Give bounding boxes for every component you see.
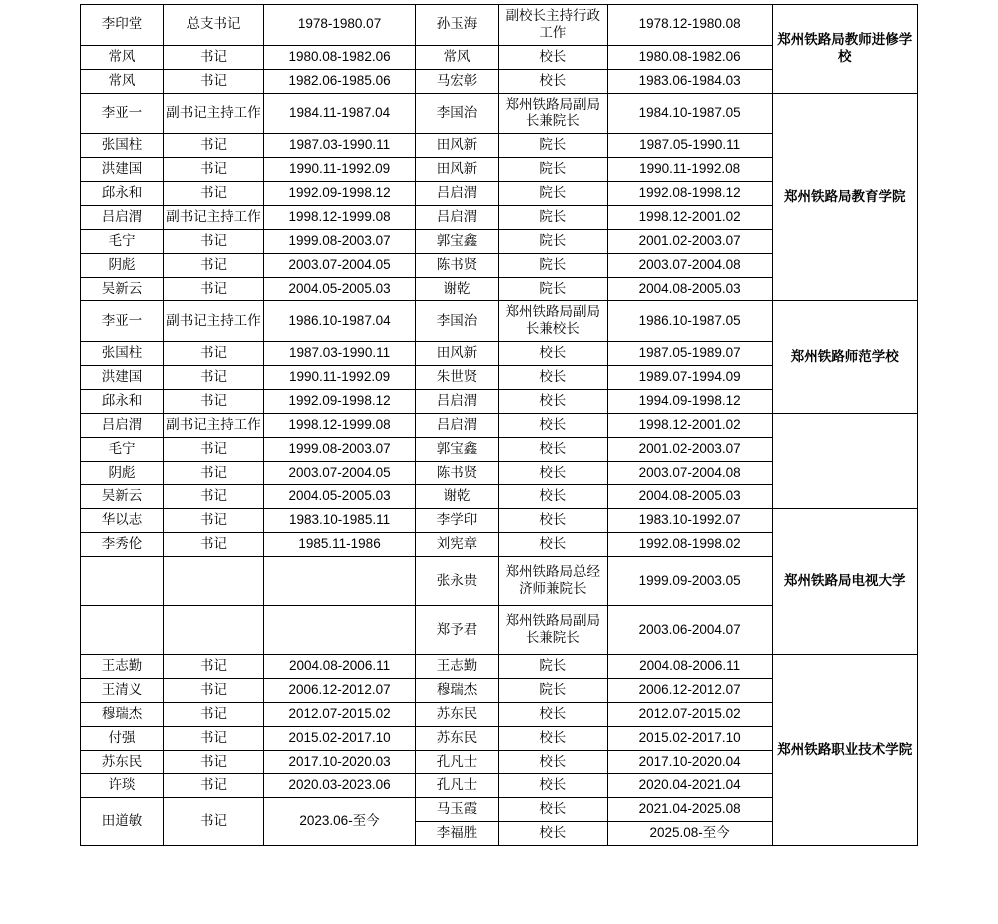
cell-post2: 郑州铁路局副局长兼院长	[498, 93, 607, 134]
cell-post2: 院长	[498, 277, 607, 301]
cell-post1: 书记	[163, 750, 263, 774]
cell-post1: 副书记主持工作	[163, 93, 263, 134]
cell-name2: 刘宪章	[415, 533, 498, 557]
table-row	[81, 413, 918, 437]
cell-term2: 1992.08-1998.02	[607, 533, 772, 557]
cell-term1: 1983.10-1985.11	[264, 509, 416, 533]
cell-term1: 1987.03-1990.11	[264, 342, 416, 366]
cell-post2: 校长	[498, 509, 607, 533]
cell-term2: 2025.08-至今	[607, 822, 772, 846]
cell-name1: 常风	[81, 45, 164, 69]
cell-term2: 2021.04-2025.08	[607, 798, 772, 822]
cell-name2: 田风新	[415, 158, 498, 182]
cell-name1: 李亚一	[81, 93, 164, 134]
cell-term1: 2004.05-2005.03	[264, 277, 416, 301]
cell-name2: 孔凡士	[415, 774, 498, 798]
cell-post1: 书记	[163, 182, 263, 206]
cell-post1: 书记	[163, 461, 263, 485]
cell-name1: 王志勤	[81, 655, 164, 679]
cell-post1: 书记	[163, 366, 263, 390]
cell-post2: 院长	[498, 158, 607, 182]
cell-name2: 常风	[415, 45, 498, 69]
cell-post2: 校长	[498, 437, 607, 461]
cell-post2: 副校长主持行政工作	[498, 5, 607, 46]
cell-post2: 院长	[498, 134, 607, 158]
cell-post2: 校长	[498, 366, 607, 390]
cell-term1: 1992.09-1998.12	[264, 389, 416, 413]
cell-post1: 书记	[163, 437, 263, 461]
cell-term1: 1984.11-1987.04	[264, 93, 416, 134]
cell-term1: 2003.07-2004.05	[264, 461, 416, 485]
cell-post2: 校长	[498, 774, 607, 798]
cell-post1: 总支书记	[163, 5, 263, 46]
cell-name2: 孔凡士	[415, 750, 498, 774]
cell-post1: 副书记主持工作	[163, 205, 263, 229]
cell-term1: 1987.03-1990.11	[264, 134, 416, 158]
cell-term2: 2004.08-2005.03	[607, 277, 772, 301]
cell-post2: 校长	[498, 750, 607, 774]
cell-post2: 校长	[498, 413, 607, 437]
cell-name1: 王清义	[81, 678, 164, 702]
table-row	[81, 509, 918, 533]
cell-name2: 苏东民	[415, 702, 498, 726]
cell-term1: 2004.08-2006.11	[264, 655, 416, 679]
cell-organization: 郑州铁路局教育学院	[772, 93, 917, 301]
cell-term1: 1985.11-1986	[264, 533, 416, 557]
cell-name1: 李秀伦	[81, 533, 164, 557]
cell-term1: 2004.05-2005.03	[264, 485, 416, 509]
cell-name1: 吴新云	[81, 277, 164, 301]
cell-name1: 洪建国	[81, 158, 164, 182]
cell-post2: 郑州铁路局副局长兼校长	[498, 301, 607, 342]
cell-name1: 付强	[81, 726, 164, 750]
cell-post2: 郑州铁路局总经济师兼院长	[498, 557, 607, 606]
cell-name1: 常风	[81, 69, 164, 93]
cell-term2: 2020.04-2021.04	[607, 774, 772, 798]
cell-term2: 1998.12-2001.02	[607, 413, 772, 437]
cell-post1: 书记	[163, 798, 263, 846]
cell-term1: 2015.02-2017.10	[264, 726, 416, 750]
cell-post2: 院长	[498, 182, 607, 206]
cell-term2: 1983.06-1984.03	[607, 69, 772, 93]
cell-organization: 郑州铁路局教师进修学校	[772, 5, 917, 94]
cell-name2: 吕启渭	[415, 389, 498, 413]
cell-name1: 吴新云	[81, 485, 164, 509]
cell-post2: 校长	[498, 389, 607, 413]
cell-term1: 1982.06-1985.06	[264, 69, 416, 93]
leadership-roster-table	[80, 4, 918, 846]
cell-post2: 院长	[498, 253, 607, 277]
cell-post1	[163, 557, 263, 606]
cell-name1: 张国柱	[81, 342, 164, 366]
cell-name2: 吕启渭	[415, 182, 498, 206]
cell-term1: 1999.08-2003.07	[264, 229, 416, 253]
cell-post1: 书记	[163, 702, 263, 726]
cell-name2: 李国治	[415, 301, 498, 342]
cell-name1: 许琰	[81, 774, 164, 798]
cell-post1: 书记	[163, 485, 263, 509]
cell-organization-empty	[772, 413, 917, 509]
cell-name1: 李印堂	[81, 5, 164, 46]
cell-term1: 2003.07-2004.05	[264, 253, 416, 277]
cell-post1: 书记	[163, 158, 263, 182]
cell-term1: 1999.08-2003.07	[264, 437, 416, 461]
cell-post1: 书记	[163, 774, 263, 798]
cell-name2: 李国治	[415, 93, 498, 134]
cell-post1: 书记	[163, 134, 263, 158]
cell-term2: 1987.05-1990.11	[607, 134, 772, 158]
cell-post2: 郑州铁路局副局长兼院长	[498, 606, 607, 655]
cell-name1: 吕启渭	[81, 413, 164, 437]
cell-post1: 书记	[163, 342, 263, 366]
cell-name2: 苏东民	[415, 726, 498, 750]
cell-term2: 1984.10-1987.05	[607, 93, 772, 134]
cell-name1: 李亚一	[81, 301, 164, 342]
cell-term2: 1994.09-1998.12	[607, 389, 772, 413]
cell-name1: 穆瑞杰	[81, 702, 164, 726]
cell-post2: 校长	[498, 69, 607, 93]
cell-term2: 1978.12-1980.08	[607, 5, 772, 46]
cell-post1: 书记	[163, 509, 263, 533]
cell-post2: 校长	[498, 45, 607, 69]
cell-post2: 校长	[498, 702, 607, 726]
cell-organization: 郑州铁路职业技术学院	[772, 655, 917, 846]
cell-post2: 院长	[498, 229, 607, 253]
cell-term2: 2001.02-2003.07	[607, 229, 772, 253]
cell-name2: 张永贵	[415, 557, 498, 606]
cell-post1: 书记	[163, 389, 263, 413]
cell-term2: 2004.08-2006.11	[607, 655, 772, 679]
cell-post2: 院长	[498, 655, 607, 679]
cell-term2: 2003.07-2004.08	[607, 461, 772, 485]
table-body	[81, 5, 918, 846]
cell-post2: 校长	[498, 798, 607, 822]
cell-term1: 2017.10-2020.03	[264, 750, 416, 774]
cell-name1: 阴彪	[81, 253, 164, 277]
cell-term2: 2012.07-2015.02	[607, 702, 772, 726]
cell-post1: 书记	[163, 229, 263, 253]
cell-name2: 郭宝鑫	[415, 437, 498, 461]
table-row	[81, 93, 918, 134]
cell-term2: 2017.10-2020.04	[607, 750, 772, 774]
cell-term1: 1990.11-1992.09	[264, 158, 416, 182]
cell-name2: 李福胜	[415, 822, 498, 846]
cell-name2: 田风新	[415, 134, 498, 158]
cell-post1: 书记	[163, 277, 263, 301]
cell-organization: 郑州铁路师范学校	[772, 301, 917, 413]
cell-name2: 陈书贤	[415, 461, 498, 485]
cell-term2: 1999.09-2003.05	[607, 557, 772, 606]
cell-name1: 邱永和	[81, 182, 164, 206]
cell-post1: 书记	[163, 726, 263, 750]
cell-name1: 毛宁	[81, 229, 164, 253]
cell-post2: 校长	[498, 461, 607, 485]
cell-term2: 1992.08-1998.12	[607, 182, 772, 206]
cell-term1: 1990.11-1992.09	[264, 366, 416, 390]
cell-name1: 华以志	[81, 509, 164, 533]
cell-term2: 1986.10-1987.05	[607, 301, 772, 342]
cell-term2: 2003.07-2004.08	[607, 253, 772, 277]
cell-name1: 吕启渭	[81, 205, 164, 229]
cell-term2: 2001.02-2003.07	[607, 437, 772, 461]
cell-post1	[163, 606, 263, 655]
cell-term1: 2023.06-至今	[264, 798, 416, 846]
cell-name1: 阴彪	[81, 461, 164, 485]
cell-name1	[81, 606, 164, 655]
cell-term2: 1990.11-1992.08	[607, 158, 772, 182]
cell-term1: 2020.03-2023.06	[264, 774, 416, 798]
cell-term1: 1998.12-1999.08	[264, 205, 416, 229]
cell-term1	[264, 557, 416, 606]
cell-term2: 1998.12-2001.02	[607, 205, 772, 229]
cell-name2: 陈书贤	[415, 253, 498, 277]
cell-post1: 书记	[163, 45, 263, 69]
cell-term1: 1978-1980.07	[264, 5, 416, 46]
cell-post2: 校长	[498, 726, 607, 750]
cell-post2: 院长	[498, 205, 607, 229]
cell-term2: 2004.08-2005.03	[607, 485, 772, 509]
cell-name1	[81, 557, 164, 606]
cell-term1: 1992.09-1998.12	[264, 182, 416, 206]
cell-name2: 吕启渭	[415, 413, 498, 437]
cell-term2: 1987.05-1989.07	[607, 342, 772, 366]
cell-term2: 1980.08-1982.06	[607, 45, 772, 69]
cell-name2: 李学印	[415, 509, 498, 533]
cell-post2: 校长	[498, 533, 607, 557]
cell-post2: 校长	[498, 342, 607, 366]
cell-term1	[264, 606, 416, 655]
cell-term1: 2012.07-2015.02	[264, 702, 416, 726]
cell-term1: 1998.12-1999.08	[264, 413, 416, 437]
table-row	[81, 301, 918, 342]
cell-name2: 谢乾	[415, 485, 498, 509]
cell-name1: 邱永和	[81, 389, 164, 413]
cell-term2: 2003.06-2004.07	[607, 606, 772, 655]
cell-post1: 书记	[163, 69, 263, 93]
cell-organization: 郑州铁路局电视大学	[772, 509, 917, 655]
cell-post2: 院长	[498, 678, 607, 702]
cell-name2: 马宏彰	[415, 69, 498, 93]
cell-post1: 书记	[163, 655, 263, 679]
cell-name2: 谢乾	[415, 277, 498, 301]
cell-term1: 2006.12-2012.07	[264, 678, 416, 702]
cell-name2: 田风新	[415, 342, 498, 366]
cell-name2: 孙玉海	[415, 5, 498, 46]
cell-name2: 朱世贤	[415, 366, 498, 390]
cell-name2: 郭宝鑫	[415, 229, 498, 253]
cell-name2: 穆瑞杰	[415, 678, 498, 702]
cell-name2: 郑予君	[415, 606, 498, 655]
cell-post1: 书记	[163, 533, 263, 557]
cell-post2: 校长	[498, 822, 607, 846]
cell-term2: 1989.07-1994.09	[607, 366, 772, 390]
cell-term2: 2015.02-2017.10	[607, 726, 772, 750]
cell-term1: 1986.10-1987.04	[264, 301, 416, 342]
table-row	[81, 655, 918, 679]
cell-name2: 王志勤	[415, 655, 498, 679]
cell-name1: 毛宁	[81, 437, 164, 461]
cell-post2: 校长	[498, 485, 607, 509]
cell-post1: 副书记主持工作	[163, 301, 263, 342]
cell-post1: 副书记主持工作	[163, 413, 263, 437]
cell-name1: 田道敏	[81, 798, 164, 846]
cell-term2: 2006.12-2012.07	[607, 678, 772, 702]
cell-name1: 张国柱	[81, 134, 164, 158]
cell-name1: 洪建国	[81, 366, 164, 390]
cell-term1: 1980.08-1982.06	[264, 45, 416, 69]
cell-post1: 书记	[163, 253, 263, 277]
cell-name2: 马玉霞	[415, 798, 498, 822]
cell-post1: 书记	[163, 678, 263, 702]
cell-term2: 1983.10-1992.07	[607, 509, 772, 533]
cell-name2: 吕启渭	[415, 205, 498, 229]
cell-name1: 苏东民	[81, 750, 164, 774]
table-row	[81, 5, 918, 46]
